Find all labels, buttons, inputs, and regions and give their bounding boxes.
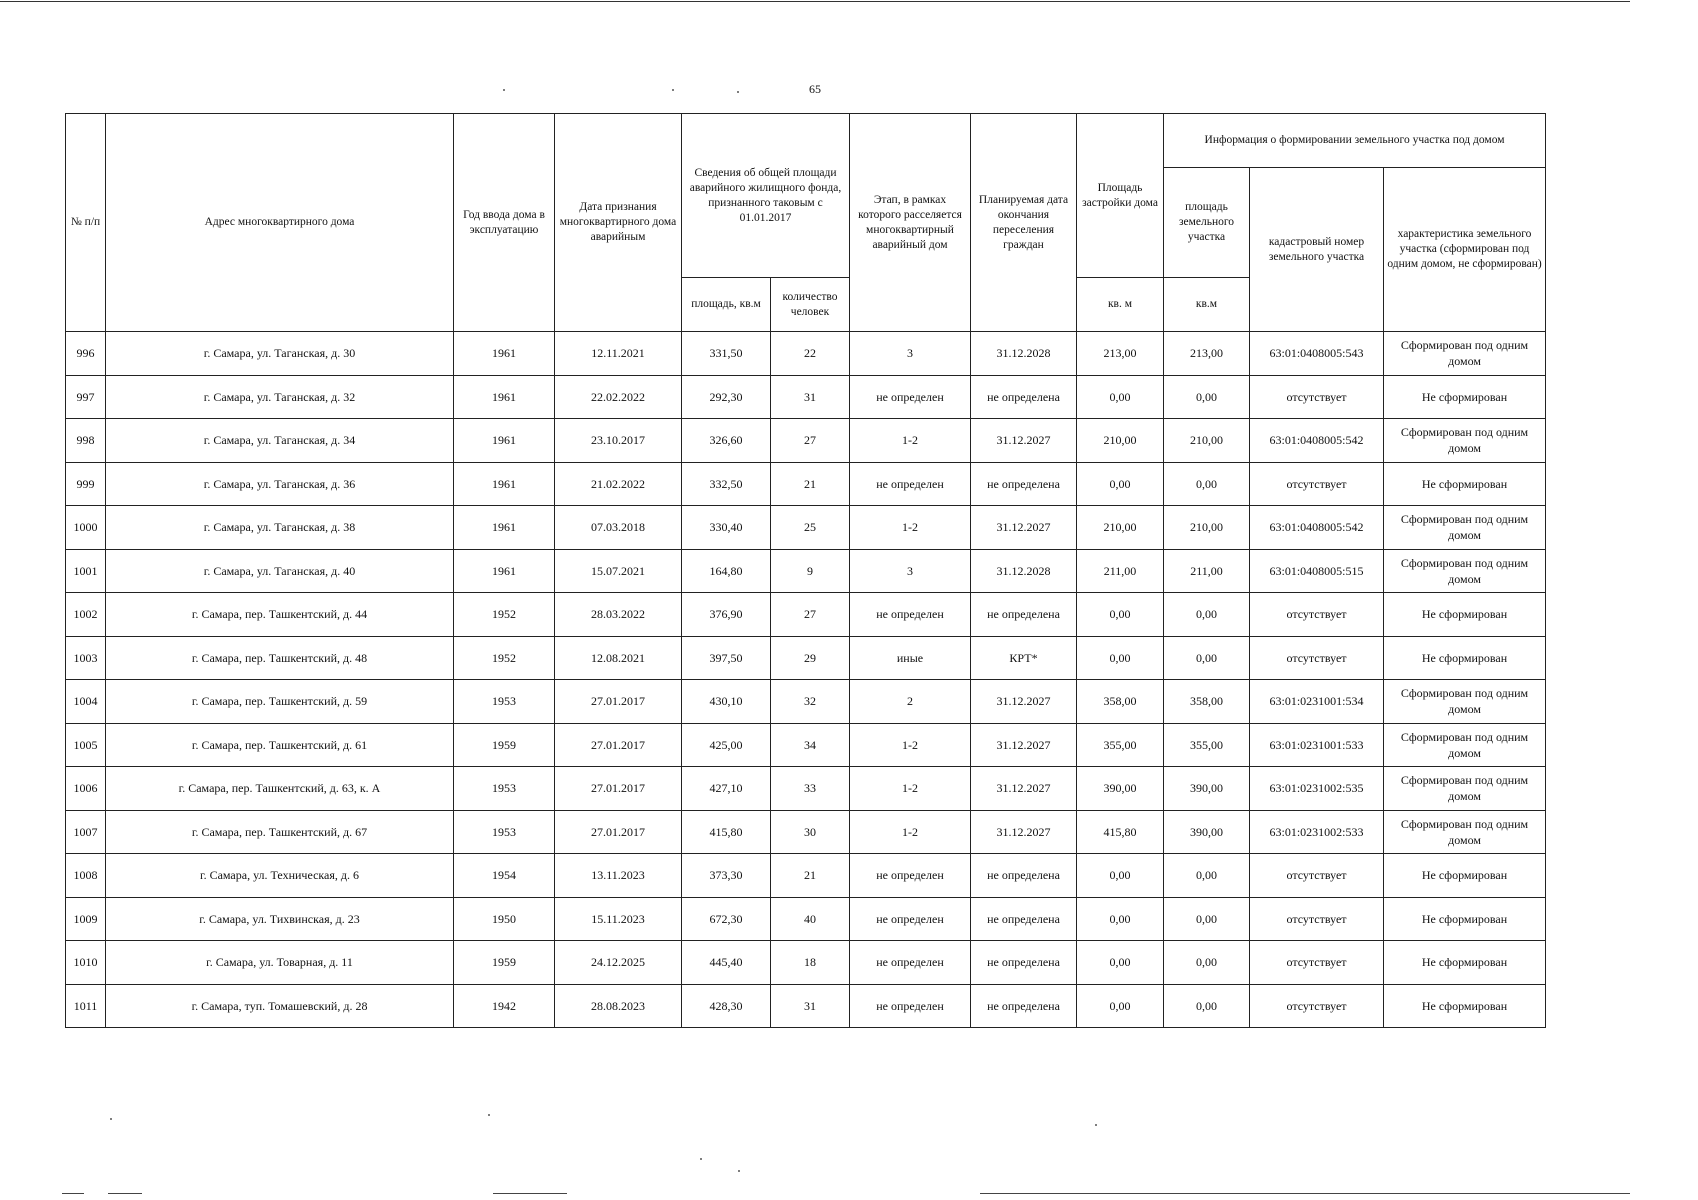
cell-stage: 1-2: [850, 810, 971, 854]
table-row: [66, 723, 1546, 767]
cell-stage: не определен: [850, 984, 971, 1028]
cell-number: 1010: [66, 941, 106, 985]
cell-cadastral: отсутствует: [1250, 984, 1384, 1028]
cell-building-area: 213,00: [1077, 332, 1164, 376]
header-land-info: Информация о формировании земельного участка под домом: [1164, 114, 1546, 168]
header-year: Год ввода дома в эксплуатацию: [454, 114, 555, 332]
cell-emergency-date: 12.08.2021: [555, 636, 682, 680]
cell-year: 1953: [454, 767, 555, 811]
cell-cadastral: 63:01:0231002:535: [1250, 767, 1384, 811]
cell-people: 27: [771, 419, 850, 463]
cell-land-area: 390,00: [1164, 767, 1250, 811]
cell-number: 996: [66, 332, 106, 376]
cell-number: 1001: [66, 549, 106, 593]
cell-address: г. Самара, пер. Ташкентский, д. 59: [106, 680, 454, 724]
header-characteristic: характеристика земельного участка (сформирован под одним домом, не сформирован): [1384, 168, 1546, 332]
cell-year: 1953: [454, 680, 555, 724]
scan-artifact-dot: [488, 1114, 490, 1116]
cell-building-area: 0,00: [1077, 854, 1164, 898]
cell-characteristic: Сформирован под одним домом: [1384, 723, 1546, 767]
cell-number: 1008: [66, 854, 106, 898]
cell-people: 22: [771, 332, 850, 376]
cell-stage: 1-2: [850, 767, 971, 811]
cell-emergency-date: 12.11.2021: [555, 332, 682, 376]
scan-artifact-dot: [700, 1158, 702, 1160]
cell-building-area: 0,00: [1077, 375, 1164, 419]
cell-address: г. Самара, туп. Томашевский, д. 28: [106, 984, 454, 1028]
cell-emergency-date: 22.02.2022: [555, 375, 682, 419]
cell-address: г. Самара, ул. Тихвинская, д. 23: [106, 897, 454, 941]
cell-building-area: 415,80: [1077, 810, 1164, 854]
table-row: [66, 593, 1546, 637]
cell-stage: 3: [850, 549, 971, 593]
cell-number: 1011: [66, 984, 106, 1028]
cell-planned-date: 31.12.2028: [971, 549, 1077, 593]
cell-planned-date: не определена: [971, 462, 1077, 506]
cell-year: 1961: [454, 332, 555, 376]
cell-address: г. Самара, ул. Товарная, д. 11: [106, 941, 454, 985]
cell-people: 32: [771, 680, 850, 724]
cell-building-area: 210,00: [1077, 419, 1164, 463]
cell-year: 1961: [454, 419, 555, 463]
cell-land-area: 0,00: [1164, 941, 1250, 985]
header-fund-info: Сведения об общей площади аварийного жилищного фонда, признанного таковым с 01.01.2017: [682, 114, 850, 278]
scan-artifact-dot: [1095, 1124, 1097, 1126]
cell-emergency-date: 27.01.2017: [555, 723, 682, 767]
scan-artifact-dot: [737, 91, 739, 93]
cell-stage: 1-2: [850, 419, 971, 463]
cell-stage: 2: [850, 680, 971, 724]
cell-year: 1959: [454, 723, 555, 767]
cell-number: 1007: [66, 810, 106, 854]
header-cadastral: кадастровый номер земельного участка: [1250, 168, 1384, 332]
cell-address: г. Самара, пер. Ташкентский, д. 67: [106, 810, 454, 854]
header-planned-date: Планируемая дата окончания переселения граждан: [971, 114, 1077, 332]
cell-address: г. Самара, ул. Таганская, д. 38: [106, 506, 454, 550]
cell-building-area: 211,00: [1077, 549, 1164, 593]
top-border-line: [0, 1, 1630, 2]
cell-characteristic: Сформирован под одним домом: [1384, 506, 1546, 550]
cell-number: 997: [66, 375, 106, 419]
cell-year: 1961: [454, 549, 555, 593]
cell-building-area: 390,00: [1077, 767, 1164, 811]
cell-characteristic: Не сформирован: [1384, 984, 1546, 1028]
cell-number: 1000: [66, 506, 106, 550]
cell-characteristic: Сформирован под одним домом: [1384, 419, 1546, 463]
cell-emergency-date: 28.03.2022: [555, 593, 682, 637]
cell-year: 1961: [454, 506, 555, 550]
cell-number: 1006: [66, 767, 106, 811]
cell-emergency-date: 24.12.2025: [555, 941, 682, 985]
cell-planned-date: не определена: [971, 854, 1077, 898]
cell-stage: не определен: [850, 854, 971, 898]
cell-number: 1003: [66, 636, 106, 680]
cell-emergency-date: 15.07.2021: [555, 549, 682, 593]
cell-address: г. Самара, пер. Ташкентский, д. 63, к. А: [106, 767, 454, 811]
cell-stage: не определен: [850, 593, 971, 637]
scan-artifact-line: [62, 1193, 84, 1194]
cell-area: 415,80: [682, 810, 771, 854]
cell-address: г. Самара, ул. Таганская, д. 40: [106, 549, 454, 593]
header-area: площадь, кв.м: [682, 278, 771, 332]
cell-year: 1950: [454, 897, 555, 941]
table-row: [66, 332, 1546, 376]
cell-cadastral: отсутствует: [1250, 462, 1384, 506]
cell-cadastral: 63:01:0408005:515: [1250, 549, 1384, 593]
cell-cadastral: отсутствует: [1250, 854, 1384, 898]
cell-emergency-date: 07.03.2018: [555, 506, 682, 550]
cell-people: 30: [771, 810, 850, 854]
cell-characteristic: Не сформирован: [1384, 375, 1546, 419]
table-row: [66, 854, 1546, 898]
cell-building-area: 0,00: [1077, 636, 1164, 680]
cell-characteristic: Не сформирован: [1384, 897, 1546, 941]
cell-emergency-date: 23.10.2017: [555, 419, 682, 463]
cell-land-area: 213,00: [1164, 332, 1250, 376]
cell-land-area: 0,00: [1164, 636, 1250, 680]
cell-area: 430,10: [682, 680, 771, 724]
cell-people: 29: [771, 636, 850, 680]
table-row: [66, 680, 1546, 724]
cell-emergency-date: 13.11.2023: [555, 854, 682, 898]
header-people: количество человек: [771, 278, 850, 332]
cell-people: 18: [771, 941, 850, 985]
cell-area: 427,10: [682, 767, 771, 811]
cell-year: 1952: [454, 636, 555, 680]
cell-address: г. Самара, ул. Таганская, д. 30: [106, 332, 454, 376]
cell-year: 1953: [454, 810, 555, 854]
table-row: [66, 941, 1546, 985]
table-row: [66, 810, 1546, 854]
cell-people: 9: [771, 549, 850, 593]
cell-planned-date: 31.12.2027: [971, 506, 1077, 550]
cell-land-area: 0,00: [1164, 854, 1250, 898]
cell-planned-date: 31.12.2027: [971, 810, 1077, 854]
table-row: [66, 375, 1546, 419]
cell-emergency-date: 15.11.2023: [555, 897, 682, 941]
scan-artifact-line: [108, 1193, 142, 1194]
scan-artifact-dot: [672, 89, 674, 91]
cell-land-area: 210,00: [1164, 419, 1250, 463]
cell-people: 40: [771, 897, 850, 941]
cell-characteristic: Не сформирован: [1384, 854, 1546, 898]
cell-people: 25: [771, 506, 850, 550]
header-unit-land: кв.м: [1164, 278, 1250, 332]
cell-number: 1004: [66, 680, 106, 724]
cell-stage: не определен: [850, 941, 971, 985]
table-row: [66, 636, 1546, 680]
cell-characteristic: Не сформирован: [1384, 636, 1546, 680]
cell-people: 21: [771, 462, 850, 506]
cell-cadastral: 63:01:0408005:542: [1250, 506, 1384, 550]
cell-planned-date: 31.12.2028: [971, 332, 1077, 376]
cell-cadastral: 63:01:0408005:543: [1250, 332, 1384, 376]
cell-stage: иные: [850, 636, 971, 680]
cell-address: г. Самара, ул. Техническая, д. 6: [106, 854, 454, 898]
cell-land-area: 210,00: [1164, 506, 1250, 550]
cell-land-area: 0,00: [1164, 897, 1250, 941]
cell-characteristic: Не сформирован: [1384, 593, 1546, 637]
emergency-housing-table: [65, 113, 1546, 1028]
cell-land-area: 0,00: [1164, 462, 1250, 506]
cell-cadastral: 63:01:0231001:533: [1250, 723, 1384, 767]
table-row: [66, 462, 1546, 506]
cell-characteristic: Не сформирован: [1384, 462, 1546, 506]
cell-characteristic: Сформирован под одним домом: [1384, 332, 1546, 376]
cell-area: 332,50: [682, 462, 771, 506]
cell-building-area: 358,00: [1077, 680, 1164, 724]
cell-building-area: 0,00: [1077, 941, 1164, 985]
cell-people: 21: [771, 854, 850, 898]
cell-land-area: 0,00: [1164, 593, 1250, 637]
table-row: [66, 897, 1546, 941]
header-number: № п/п: [66, 114, 106, 332]
cell-area: 164,80: [682, 549, 771, 593]
page-number: 65: [809, 82, 821, 96]
cell-area: 425,00: [682, 723, 771, 767]
table-row: [66, 549, 1546, 593]
cell-cadastral: отсутствует: [1250, 375, 1384, 419]
cell-building-area: 0,00: [1077, 984, 1164, 1028]
cell-cadastral: 63:01:0231002:533: [1250, 810, 1384, 854]
cell-area: 428,30: [682, 984, 771, 1028]
cell-area: 445,40: [682, 941, 771, 985]
cell-number: 1009: [66, 897, 106, 941]
cell-building-area: 0,00: [1077, 897, 1164, 941]
scan-artifact-dot: [503, 89, 505, 91]
cell-stage: не определен: [850, 897, 971, 941]
cell-address: г. Самара, ул. Таганская, д. 34: [106, 419, 454, 463]
cell-emergency-date: 28.08.2023: [555, 984, 682, 1028]
table-header: [66, 114, 1546, 332]
cell-cadastral: отсутствует: [1250, 636, 1384, 680]
cell-address: г. Самара, пер. Ташкентский, д. 48: [106, 636, 454, 680]
cell-planned-date: КРТ*: [971, 636, 1077, 680]
cell-area: 326,60: [682, 419, 771, 463]
cell-land-area: 211,00: [1164, 549, 1250, 593]
cell-year: 1959: [454, 941, 555, 985]
cell-address: г. Самара, пер. Ташкентский, д. 44: [106, 593, 454, 637]
cell-cadastral: 63:01:0408005:542: [1250, 419, 1384, 463]
cell-year: 1961: [454, 375, 555, 419]
cell-characteristic: Сформирован под одним домом: [1384, 680, 1546, 724]
cell-people: 33: [771, 767, 850, 811]
cell-planned-date: 31.12.2027: [971, 767, 1077, 811]
header-building-area: Площадь застройки дома: [1077, 114, 1164, 278]
cell-year: 1942: [454, 984, 555, 1028]
cell-cadastral: отсутствует: [1250, 941, 1384, 985]
header-emergency-date: Дата признания многоквартирного дома аварийным: [555, 114, 682, 332]
cell-planned-date: 31.12.2027: [971, 723, 1077, 767]
cell-number: 998: [66, 419, 106, 463]
cell-stage: не определен: [850, 462, 971, 506]
table-body: [66, 332, 1546, 1028]
cell-area: 397,50: [682, 636, 771, 680]
cell-characteristic: Не сформирован: [1384, 941, 1546, 985]
scan-artifact-line: [493, 1193, 567, 1194]
cell-characteristic: Сформирован под одним домом: [1384, 767, 1546, 811]
cell-area: 330,40: [682, 506, 771, 550]
header-address: Адрес многоквартирного дома: [106, 114, 454, 332]
scan-artifact-line: [980, 1193, 1630, 1194]
cell-people: 31: [771, 984, 850, 1028]
cell-people: 31: [771, 375, 850, 419]
cell-stage: 1-2: [850, 723, 971, 767]
cell-land-area: 390,00: [1164, 810, 1250, 854]
cell-building-area: 0,00: [1077, 593, 1164, 637]
cell-planned-date: не определена: [971, 941, 1077, 985]
cell-stage: 3: [850, 332, 971, 376]
cell-cadastral: отсутствует: [1250, 593, 1384, 637]
cell-planned-date: не определена: [971, 897, 1077, 941]
cell-year: 1952: [454, 593, 555, 637]
cell-address: г. Самара, ул. Таганская, д. 32: [106, 375, 454, 419]
cell-building-area: 355,00: [1077, 723, 1164, 767]
cell-land-area: 0,00: [1164, 984, 1250, 1028]
cell-year: 1961: [454, 462, 555, 506]
cell-land-area: 358,00: [1164, 680, 1250, 724]
cell-emergency-date: 27.01.2017: [555, 680, 682, 724]
cell-number: 1002: [66, 593, 106, 637]
cell-emergency-date: 27.01.2017: [555, 767, 682, 811]
cell-land-area: 355,00: [1164, 723, 1250, 767]
cell-stage: 1-2: [850, 506, 971, 550]
cell-number: 1005: [66, 723, 106, 767]
cell-people: 34: [771, 723, 850, 767]
table-row: [66, 506, 1546, 550]
cell-characteristic: Сформирован под одним домом: [1384, 810, 1546, 854]
cell-year: 1954: [454, 854, 555, 898]
cell-planned-date: 31.12.2027: [971, 680, 1077, 724]
cell-cadastral: 63:01:0231001:534: [1250, 680, 1384, 724]
cell-planned-date: не определена: [971, 593, 1077, 637]
table-row: [66, 419, 1546, 463]
cell-stage: не определен: [850, 375, 971, 419]
cell-area: 331,50: [682, 332, 771, 376]
cell-land-area: 0,00: [1164, 375, 1250, 419]
cell-planned-date: не определена: [971, 984, 1077, 1028]
scan-artifact-dot: [738, 1170, 740, 1172]
cell-area: 376,90: [682, 593, 771, 637]
scan-artifact-dot: [110, 1118, 112, 1120]
cell-number: 999: [66, 462, 106, 506]
cell-cadastral: отсутствует: [1250, 897, 1384, 941]
header-land-area: площадь земельного участка: [1164, 168, 1250, 278]
cell-area: 672,30: [682, 897, 771, 941]
cell-building-area: 210,00: [1077, 506, 1164, 550]
table-row: [66, 984, 1546, 1028]
cell-address: г. Самара, пер. Ташкентский, д. 61: [106, 723, 454, 767]
cell-emergency-date: 21.02.2022: [555, 462, 682, 506]
cell-planned-date: не определена: [971, 375, 1077, 419]
cell-building-area: 0,00: [1077, 462, 1164, 506]
cell-characteristic: Сформирован под одним домом: [1384, 549, 1546, 593]
table-row: [66, 767, 1546, 811]
cell-address: г. Самара, ул. Таганская, д. 36: [106, 462, 454, 506]
cell-area: 373,30: [682, 854, 771, 898]
header-stage: Этап, в рамках которого расселяется многоквартирный аварийный дом: [850, 114, 971, 332]
cell-emergency-date: 27.01.2017: [555, 810, 682, 854]
cell-people: 27: [771, 593, 850, 637]
cell-planned-date: 31.12.2027: [971, 419, 1077, 463]
header-unit-building: кв. м: [1077, 278, 1164, 332]
cell-area: 292,30: [682, 375, 771, 419]
